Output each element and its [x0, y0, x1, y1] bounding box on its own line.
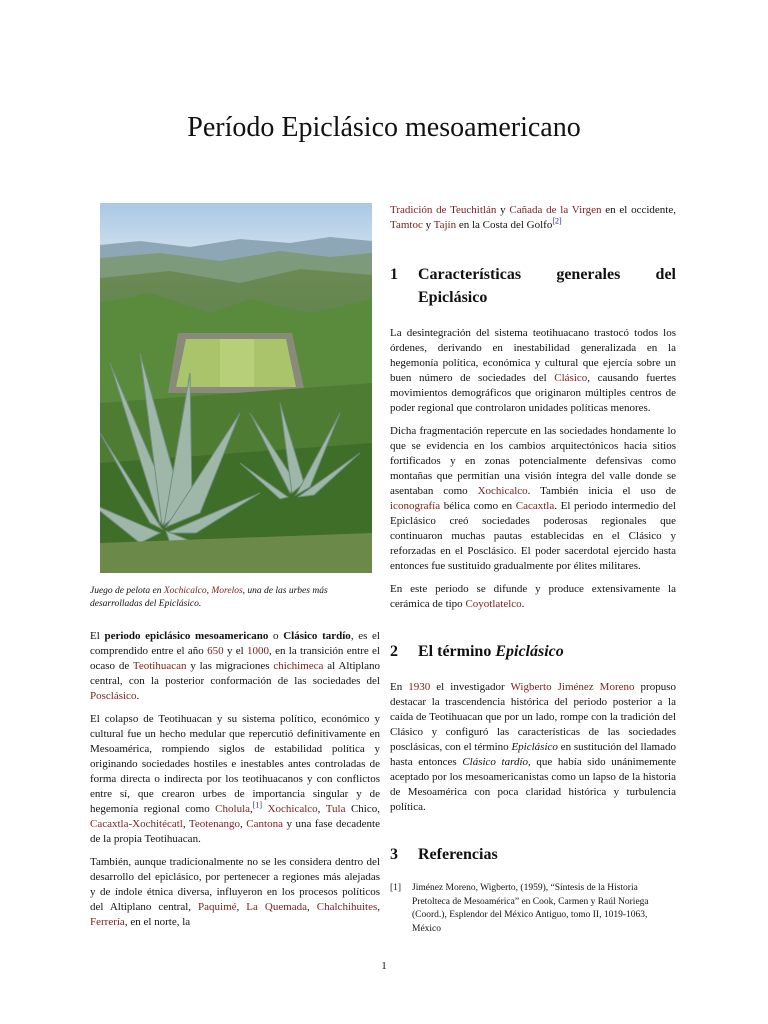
intro-paragraph-3: También, aunque tradicionalmente no se les considera dentro del desarrollo del epiclásico, por pertenecer a regiones más alejadas y de índole étnica diversa, influyeron en los procesos políticos del Altiplano central, Paquimé, La Quemada, Chalchihuites, Ferrería, en el norte, la — [90, 856, 381, 928]
left-column — [90, 203, 380, 938]
link-canada-virgen[interactable]: Cañada de la Virgen — [509, 204, 602, 216]
section-1-paragraph-1: La desintegración del sistema teotihuacano trastocó todos los órdenes, derivando en inestabilidad generalizada en la hegemonía política, económica y cultural que ejercía sobre un buen número de sociedades del Clásico, causando fuertes movimientos demográficos que originaron múltiples centros de poder regional que controlaron unidades políticas menores. — [390, 327, 676, 414]
link-clasico[interactable]: Clásico — [554, 372, 588, 384]
section-1-heading: 1 Características generales del Epiclásico — [390, 263, 676, 309]
continued-paragraph: Tradición de Teuchitlán y Cañada de la Virgen en el occidente, Tamtoc y Tajín en la Costa del Golfo[2] — [390, 204, 676, 231]
link-teotihuacan[interactable]: Teotihuacan — [132, 660, 187, 672]
link-la-quemada[interactable]: La Quemada — [246, 901, 308, 913]
link-chalchihuites[interactable]: Chalchihuites — [316, 901, 378, 913]
right-column — [390, 203, 676, 936]
link-cacaxtla-xochitecatl[interactable]: Cacaxtla-Xochitécatl — [90, 818, 183, 830]
link-cholula[interactable]: Cholula — [215, 803, 251, 815]
link-1000[interactable]: 1000 — [247, 645, 270, 657]
link-iconografia[interactable]: iconografía — [390, 500, 441, 512]
reference-text: Jiménez Moreno, Wigberto, (1959), “Síntesis de la Historia Pretolteca de Mesoamérica” en Cook, Carmen y Raúl Noriega (Coord.), Esplendor del México Antiguo, tomo II, 1019-1063, México — [412, 883, 649, 934]
link-paquime[interactable]: Paquimé — [198, 901, 237, 913]
figure-caption: Juego de pelota en Xochicalco, Morelos, una de las urbes más desarrolladas del Epiclásico. — [90, 586, 328, 609]
page-number: 1 — [381, 960, 387, 972]
intro-paragraph-2: El colapso de Teotihuacan y su sistema político, económico y cultural fue un hecho medular que repercutió definitivamente en Mesoamérica, rompiendo siglos de estabilidad política y originando sociedades hostiles e inestables antes controladas de forma directa o indirecta por los teotihuacanos y con conflictos entre sí, que crearon urbes de importancia singular y de hegemonía regional como Cholula,[1] Xochicalco, Tula Chico, Cacaxtla-Xochitécatl, Teotenango, Cantona y una fase decadente de la propia Teotihuacan. — [90, 713, 380, 845]
page-title: Período Epiclásico mesoamericano — [187, 112, 581, 143]
ballcourt-photo — [100, 203, 372, 573]
intro-paragraph-1: El periodo epiclásico mesoamericano o Clásico tardío, es el comprendido entre el año 650 y el 1000, en la transición entre el ocaso de Teotihuacan y las migraciones chichimeca al Altiplano central, con la posterior conformación de las sociedades del Posclásico. — [90, 630, 380, 702]
section-1-paragraph-2: Dicha fragmentación repercute en las sociedades hondamente lo que se evidencia en los cambios arquitectónicos hacia sitios fortificados y en zonas potencialmente defensivas como montañas que permitían una visión íntegra del valle donde se asentaban como Xochicalco. También inicia el uso de iconografía bélica como en Cacaxtla. El periodo intermedio del Epiclásico creó sociedades poderosas regionales que continuaron muchas pautas establecidas en el Clásico y reforzadas en el Posclásico. El poder sacerdotal ejercido hasta entonces fue sustituido gradualmente por élites militares. — [390, 425, 676, 572]
reference-item — [390, 882, 676, 936]
link-xochicalco-3[interactable]: Xochicalco — [477, 485, 528, 497]
link-posclasico[interactable]: Posclásico — [90, 690, 137, 702]
link-cantona[interactable]: Cantona — [246, 818, 283, 830]
citation-2[interactable]: [2] — [552, 216, 562, 226]
link-xochicalco[interactable]: Xochicalco — [163, 586, 207, 596]
xochicalco-ballcourt-image — [100, 203, 372, 573]
link-morelos[interactable]: Morelos — [211, 586, 243, 596]
link-teotenango[interactable]: Teotenango — [188, 818, 241, 830]
link-tamtoc[interactable]: Tamtoc — [390, 219, 423, 231]
link-coyotlatelco[interactable]: Coyotlatelco — [465, 598, 522, 610]
section-2-paragraph: En 1930 el investigador Wigberto Jiménez Moreno propuso destacar la trascendencia histórica del periodo posterior a la caída de Teotihuacan que por un lado, rompe con la tradición del Clásico y configuró las características de las sociedades posclásicas, con el término Epiclásico en sustitución del llamado hasta entonces Clásico tardío, que había sido unánimemente aceptado por los mesoamericanistas como un lapso de la historia de Mesoamérica con poca claridad histórica y turbulencia política. — [390, 681, 677, 813]
section-2-heading: 2 El término Epiclásico — [390, 643, 564, 660]
link-tradicion-teuchitlan[interactable]: Tradición de Teuchitlán — [390, 204, 497, 216]
link-tajin[interactable]: Tajín — [433, 219, 457, 231]
link-chichimeca[interactable]: chichimeca — [273, 660, 324, 672]
link-1930[interactable]: 1930 — [408, 681, 431, 693]
section-1-paragraph-3: En este periodo se difunde y produce extensivamente la cerámica de tipo Coyotlatelco. — [390, 583, 676, 610]
link-tula[interactable]: Tula — [325, 803, 346, 815]
citation-1[interactable]: [1] — [252, 800, 263, 810]
link-650[interactable]: 650 — [207, 645, 224, 657]
section-number: 1 — [390, 266, 398, 283]
link-xochicalco-2[interactable]: Xochicalco — [267, 803, 318, 815]
link-cacaxtla[interactable]: Cacaxtla — [515, 500, 555, 512]
section-3-heading: 3 Referencias — [390, 846, 498, 863]
reference-number: [1] — [390, 883, 402, 893]
link-ferreria[interactable]: Ferrería — [90, 916, 125, 928]
link-wigberto-jimenez-moreno[interactable]: Wigberto Jiménez Moreno — [510, 681, 635, 693]
